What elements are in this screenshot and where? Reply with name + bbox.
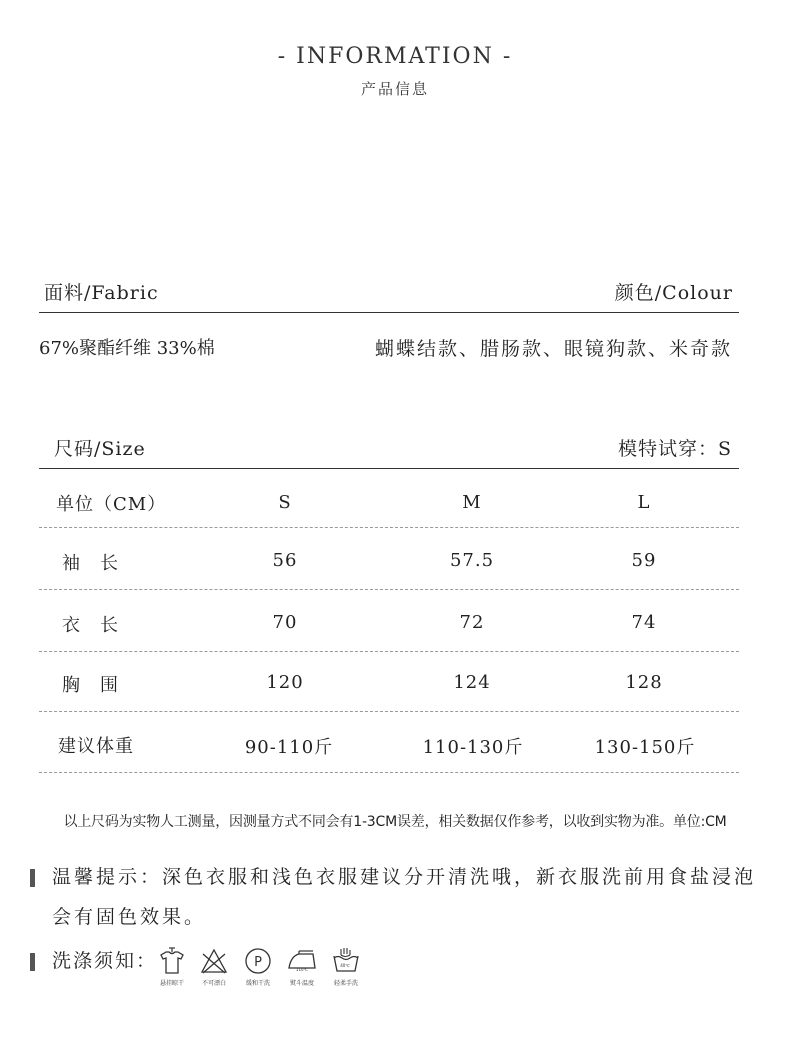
- wash-temp-mark: 40℃: [340, 963, 350, 968]
- tip-line-2: 会有固色效果。: [52, 906, 207, 928]
- table-cell: 124: [453, 672, 491, 693]
- icon-caption: 轻柔手洗: [333, 980, 358, 987]
- icon-caption: 悬挂晾干: [159, 980, 184, 987]
- table-cell: 70: [272, 612, 298, 633]
- size-label: 尺码/Size: [54, 438, 146, 460]
- measurement-note: 以上尺码为实物人工测量，因测量方式不同会有1-3CM误差，相关数据仅作参考，以收到实物为准。单位:CM: [63, 814, 727, 830]
- fabric-value: 67%聚酯纤维 33%棉: [39, 338, 215, 359]
- row-separator: [39, 527, 739, 528]
- table-cell: 110-130斤: [422, 737, 524, 758]
- hand-wash-icon: [329, 946, 363, 987]
- dry-clean-p-icon: [241, 946, 275, 987]
- col-header-l: L: [637, 492, 651, 513]
- no-bleach-icon: [197, 946, 231, 987]
- table-cell: 130-150斤: [594, 737, 696, 758]
- svg-text:P: P: [254, 955, 262, 970]
- hang-dry-icon: [155, 946, 189, 987]
- table-cell: 74: [631, 612, 657, 633]
- table-cell: 56: [272, 550, 298, 571]
- colour-label: 颜色/Colour: [614, 282, 733, 304]
- row-name-weight: 建议体重: [58, 736, 134, 757]
- tip-bar-marker: [30, 869, 35, 887]
- size-divider: [39, 468, 739, 469]
- table-cell: 90-110斤: [244, 737, 334, 758]
- model-size: 模特试穿：S: [617, 438, 732, 460]
- unit-header: 单位（CM）: [56, 494, 167, 515]
- page-subtitle: 产品信息: [360, 80, 429, 98]
- table-cell: 57.5: [449, 550, 495, 571]
- table-cell: 128: [625, 672, 663, 693]
- row-name-sleeve: 袖 长: [62, 553, 119, 574]
- care-bar-marker: [30, 953, 35, 971]
- row-separator: [39, 772, 739, 773]
- row-separator: [39, 589, 739, 590]
- row-name-length: 衣 长: [62, 615, 119, 636]
- table-cell: 72: [459, 612, 485, 633]
- table-cell: 59: [631, 550, 657, 571]
- row-separator: [39, 711, 739, 712]
- icon-caption: 缓和干洗: [245, 980, 270, 987]
- page-title: - INFORMATION -: [277, 44, 513, 69]
- table-cell: 120: [266, 672, 304, 693]
- col-header-m: M: [462, 492, 482, 513]
- icon-caption: 熨斗温度: [289, 980, 314, 987]
- fabric-label: 面料/Fabric: [44, 282, 159, 304]
- tip-line-1: 温馨提示：深色衣服和浅色衣服建议分开清洗哦，新衣服洗前用食盐浸泡: [52, 866, 757, 888]
- colour-value: 蝴蝶结款、腊肠款、眼镜狗款、米奇款: [374, 338, 732, 360]
- iron-icon: [285, 946, 319, 987]
- icon-caption: 不可漂白: [201, 980, 226, 987]
- iron-temp-mark: 110℃: [295, 967, 309, 972]
- row-separator: [39, 651, 739, 652]
- fabric-divider: [39, 312, 739, 313]
- care-label: 洗涤须知：: [52, 950, 158, 972]
- col-header-s: S: [278, 492, 292, 513]
- row-name-chest: 胸 围: [62, 675, 119, 696]
